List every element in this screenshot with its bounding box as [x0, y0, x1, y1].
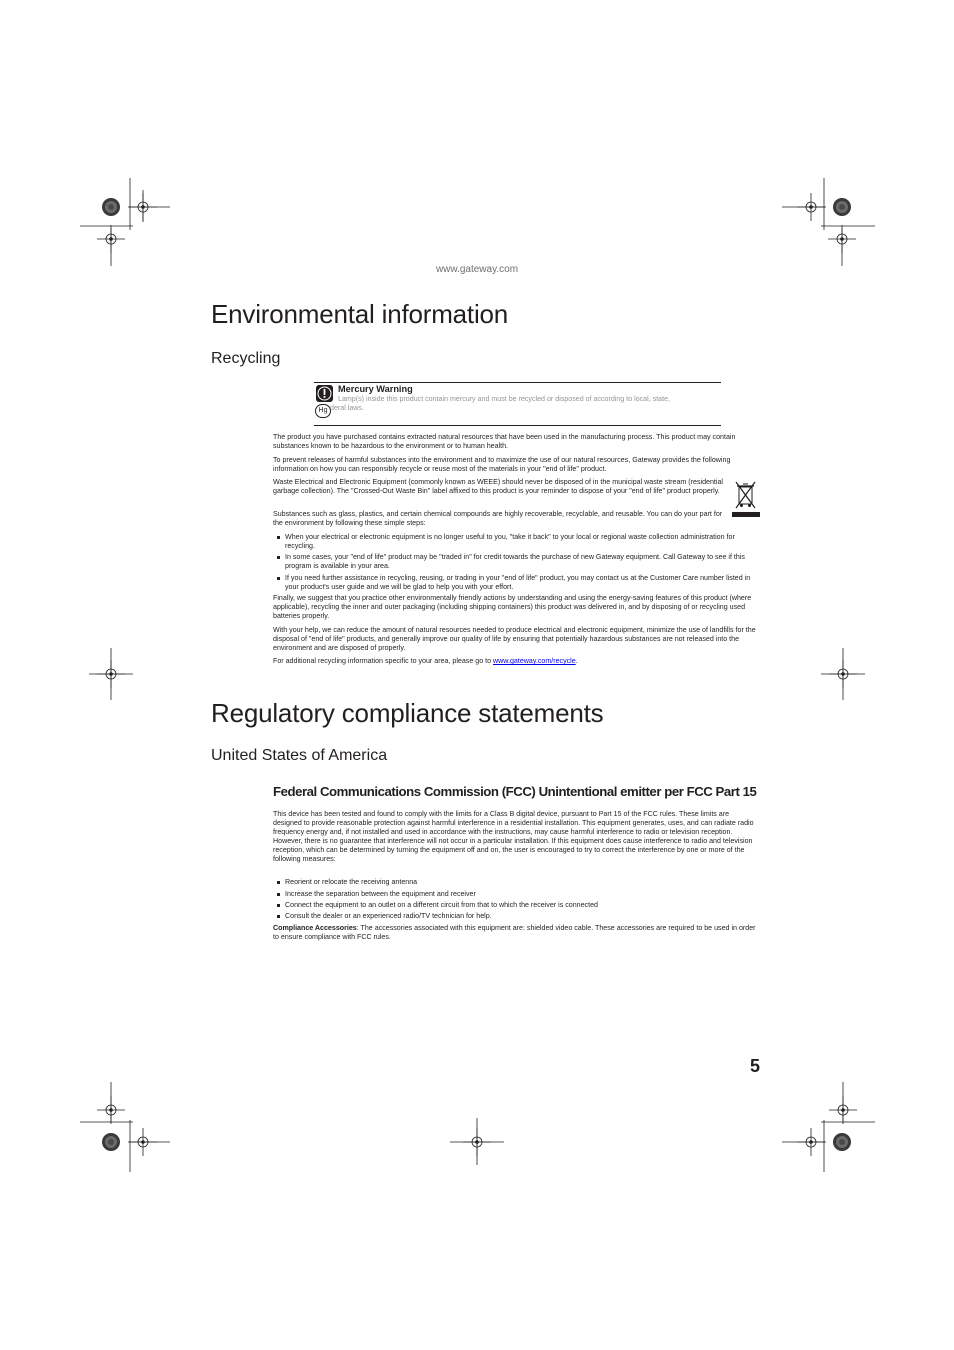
list-item-text: Consult the dealer or an experienced radio/TV technician for help.	[285, 912, 492, 920]
mercury-warning	[314, 382, 721, 426]
warning-text-line1: Lamp(s) inside this product contain mercury and must be recycled or disposed of according to local, state,	[338, 395, 670, 403]
env-paragraph-1: The product you have purchased contains extracted natural resources that have been used in the manufacturing process. This product may contain substances known to be hazardous to the environment or to human health.	[273, 433, 736, 451]
bullet-marker	[277, 904, 280, 907]
heading-recycling: Recycling	[211, 350, 281, 367]
env-closing-2: With your help, we can reduce the amount of natural resources needed to produce electrical and electronic equipment, minimize the use of landfills for the disposal of "end of life" products, and generally improve our quality of life by ensuring that potentially hazardous substances are not released into the environment and are disposed of properly.	[273, 626, 756, 653]
heading-fcc: Federal Communications Commission (FCC) Unintentional emitter per FCC Part 15	[273, 784, 757, 799]
compliance-accessories-label: Compliance Accessories	[273, 924, 357, 932]
bullet-marker	[277, 556, 280, 559]
list-item-text: In some cases, your "end of life" product may be "traded in" for credit towards the purchase of new Gateway equipment. Call Gateway to see if this program is available in your area.	[285, 553, 745, 571]
additional-suffix: .	[575, 657, 578, 665]
page-title-regulatory: Regulatory compliance statements	[211, 698, 604, 728]
additional-prefix: For additional recycling information specific to your area, please go to	[273, 657, 494, 665]
bullet-marker	[277, 536, 280, 539]
list-item-text: When your electrical or electronic equipment is no longer useful to you, "take it back" to your local or regional waste collection administration for recycling.	[285, 533, 735, 551]
list-item-text: Increase the separation between the equipment and receiver	[285, 890, 476, 898]
heading-united-states: United States of America	[211, 747, 388, 764]
bullet-marker	[277, 577, 280, 580]
warning-title: Mercury Warning	[338, 384, 413, 394]
env-paragraph-4: Substances such as glass, plastics, and certain chemical compounds are highly recoverable, recyclable, and reusable. You can do your part for the environment by following these simple steps:	[273, 510, 723, 528]
fcc-paragraph: This device has been tested and found to comply with the limits for a Class B digital device, pursuant to Part 15 of the FCC rules. These limits are designed to provide reasonable protection against harmful interference in a residential installation. This equipment generates, uses, and can radiate radio frequency energy and, if not installed and used in accordance with the instructions, may cause harmful interference to radio or television reception. However, there is no guarantee that interference will not occur in a particular installation. If this equipment does cause interference to radio and television reception, which can be determined by turning the equipment off and on, the user is encouraged to try to correct the interference by one or more of the following measures:	[273, 810, 754, 864]
compliance-accessories	[273, 924, 759, 942]
mercury-hg-icon	[315, 404, 331, 418]
warning-text	[330, 395, 722, 412]
header-url: www.gateway.com	[435, 264, 519, 275]
env-paragraph-3: Waste Electrical and Electronic Equipment (commonly known as WEEE) should never be disposed of in the municipal waste stream (residential garbage collection). The "Crossed-Out Waste Bin" label affixed to this product is your reminder to dispose of your "end of life" product properly.	[273, 478, 723, 496]
bullet-marker	[277, 915, 280, 918]
list-item-text: Reorient or relocate the receiving antenna	[285, 878, 418, 886]
warning-text-line2: deral laws.	[330, 403, 364, 412]
hg-label: Hg	[318, 407, 328, 414]
page-number: 5	[750, 1056, 761, 1076]
bullet-marker	[277, 881, 280, 884]
list-item-text: Connect the equipment to an outlet on a different circuit from that to which the receiver is connected	[285, 901, 598, 909]
recycle-link[interactable]: www.gateway.com/recycle	[493, 657, 576, 665]
env-additional-info	[273, 657, 759, 666]
page-title-environmental: Environmental information	[211, 299, 509, 329]
env-closing-1: Finally, we suggest that you practice other environmentally friendly actions by understanding and using the energy-saving features of this product (where applicable), recycling the inner and outer packaging (including shipping containers) this product was delivered in, and by disposing of or recycling used batteries properly.	[273, 594, 752, 621]
list-item-text: If you need further assistance in recycling, reusing, or trading in your "end of life" product, you may contact us at the Customer Care number listed in your product's user guide and we will be glad to help you with your effort.	[285, 574, 751, 592]
env-paragraph-2: To prevent releases of harmful substances into the environment and to maximize the use of our natural resources, Gateway provides the following information on how you can responsibly recycle or reuse most of the materials in your "end of life" product.	[273, 456, 731, 474]
compliance-accessories-text: : The accessories associated with this equipment are: shielded video cable. These accessories are required to be used in order to ensure compliance with FCC rules.	[273, 924, 756, 942]
bullet-marker	[277, 893, 280, 896]
crossed-out-bin-icon	[731, 478, 760, 518]
